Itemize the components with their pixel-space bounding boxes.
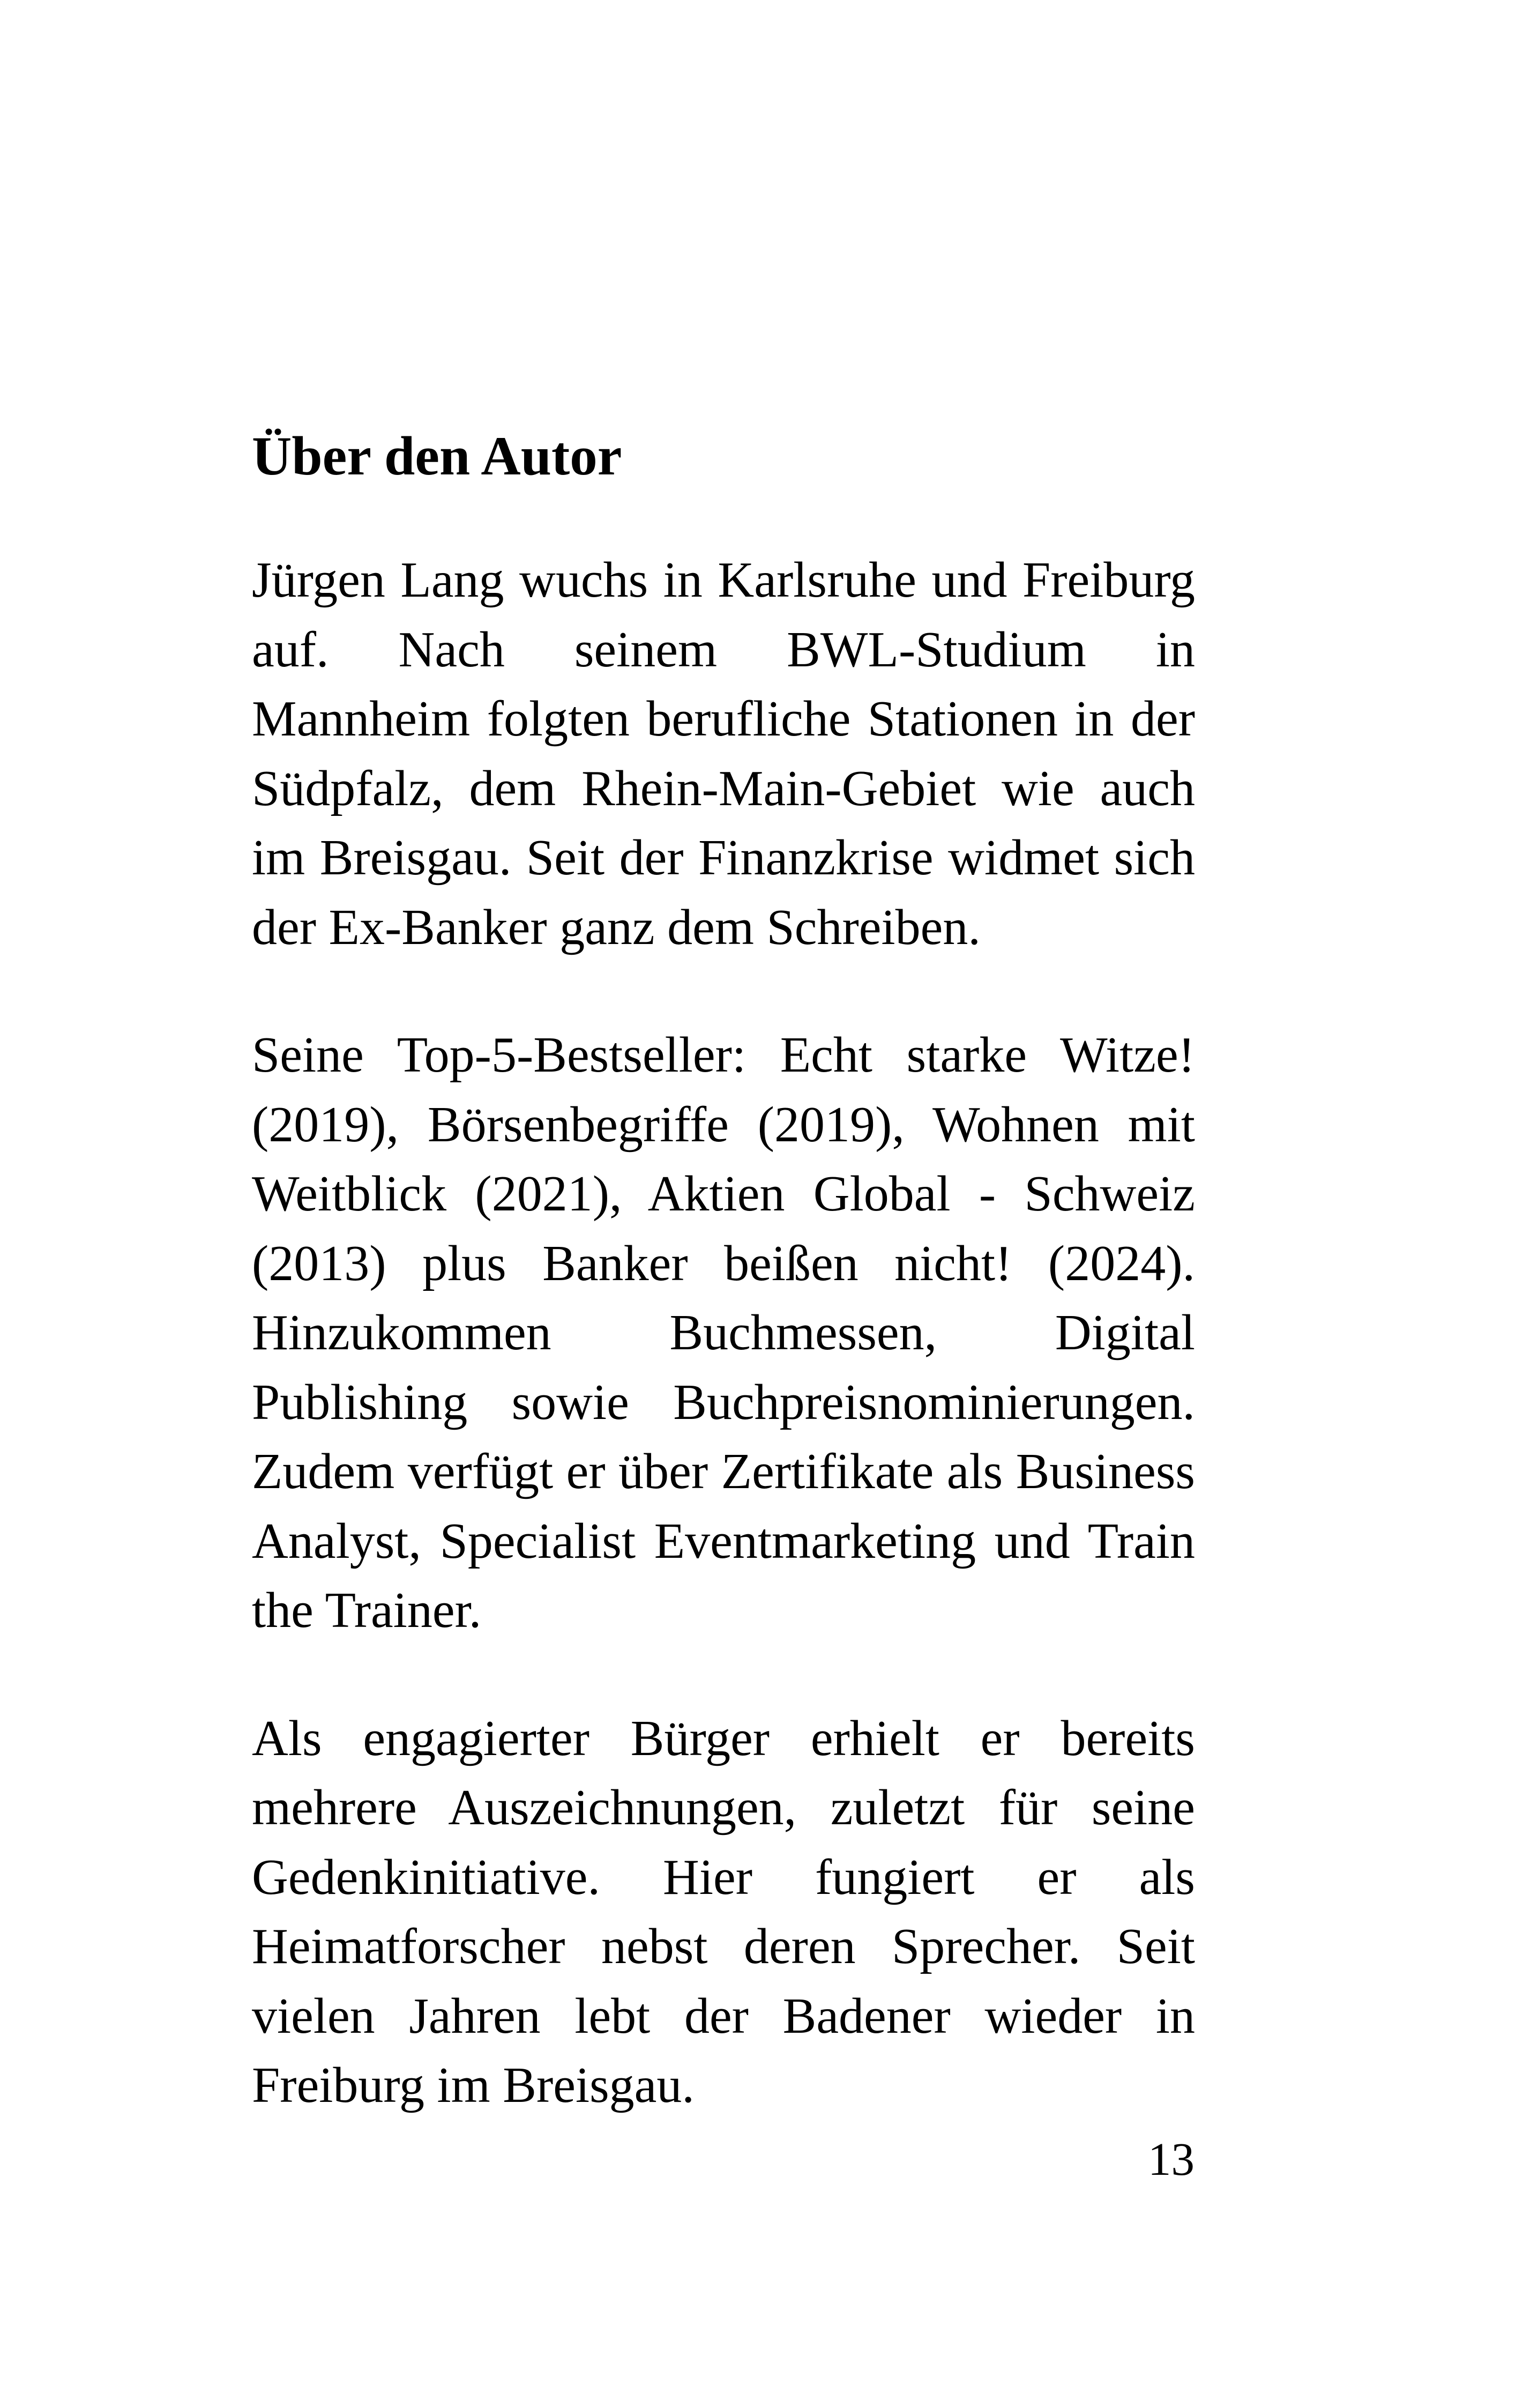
body-text: [252, 546, 1195, 2121]
page-number: 13: [1148, 2133, 1194, 2185]
paragraph-bestsellers: Seine Top-5-Bestseller: Echt starke Witze! (2019), Börsenbegriffe (2019), Wohnen mit Weitblick (2021), Aktien Global - Schweiz (2013) plus Banker beißen nicht! (2024). Hinzukommen Buchmessen, Digital Publishing sowie Buchpreisnominierungen. Zudem verfügt er über Zertifikate als Business Analyst, Specialist Eventmarketing und Train the Trainer.: [252, 1027, 1195, 1638]
paragraph-biography: Jürgen Lang wuchs in Karlsruhe und Freiburg auf. Nach seinem BWL-Studium in Mannheim folgten berufliche Stationen in der Südpfalz, dem Rhein-Main-Gebiet wie auch im Breisgau. Seit der Finanzkrise widmet sich der Ex-Banker ganz dem Schreiben.: [252, 552, 1195, 955]
section-heading: Über den Autor: [252, 426, 622, 487]
paragraph-engagement: Als engagierter Bürger erhielt er bereits mehrere Auszeichnungen, zuletzt für seine Gedenkinitiative. Hier fungiert er als Heimatforscher nebst deren Sprecher. Seit vielen Jahren lebt der Badener wieder in Freiburg im Breisgau.: [252, 1710, 1195, 2113]
